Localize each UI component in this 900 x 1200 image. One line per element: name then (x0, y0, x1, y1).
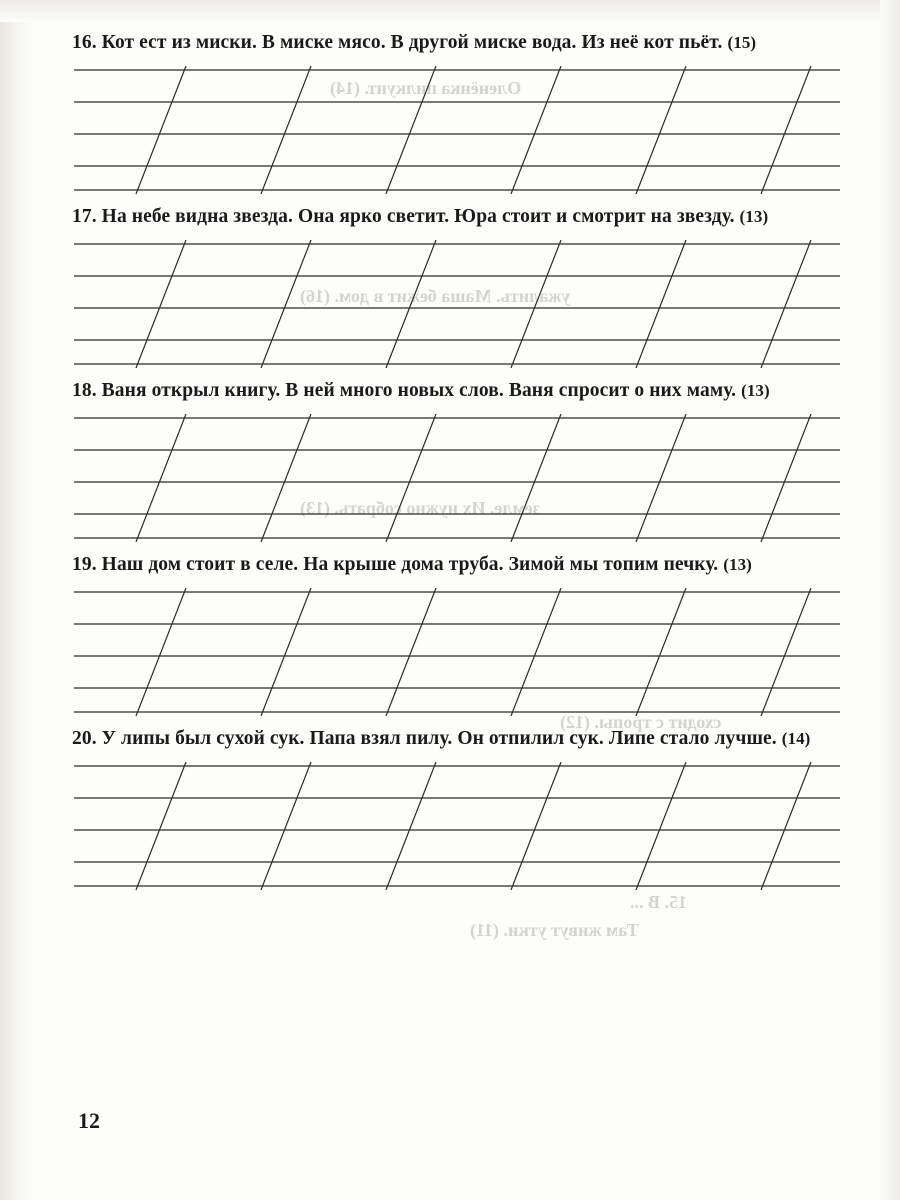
scan-shadow-top (0, 0, 900, 22)
exercise-body: У липы был сухой сук. Папа взял пилу. Он отпилил сук. Липе стало лучше. (101, 728, 777, 749)
page-number: 12 (78, 1108, 100, 1133)
exercise-word-count: (15) (727, 33, 757, 52)
exercise-sentence (72, 550, 842, 580)
bleed-through-text: Оленёнка пилкунт. (14) (330, 78, 522, 98)
ruling-grid (74, 588, 840, 716)
bleed-through-text: сходит с тропы. (12) (560, 712, 722, 732)
bleed-through-text: 15. В ... (630, 892, 688, 912)
scan-shadow-left (0, 0, 34, 1200)
bleed-through-text: ужалить. Маша бежит в дом. (16) (300, 286, 571, 306)
exercise-sentence (72, 28, 842, 58)
exercise-item (72, 376, 842, 542)
ruling-grid (74, 414, 840, 542)
ruling-grid (74, 240, 840, 368)
writing-ruling-area[interactable] (74, 414, 840, 542)
scan-shadow-right (880, 0, 900, 1200)
exercise-number: 19. (72, 554, 97, 575)
writing-ruling-area[interactable] (74, 762, 840, 890)
writing-ruling-area[interactable] (74, 240, 840, 368)
bleed-through-text: Там живут утки. (11) (470, 920, 639, 940)
writing-ruling-area[interactable] (74, 66, 840, 194)
exercise-number: 17. (72, 206, 97, 227)
exercise-number: 16. (72, 32, 97, 53)
exercise-sentence (72, 202, 842, 232)
exercise-sentence (72, 724, 842, 754)
exercise-word-count: (13) (723, 555, 752, 574)
bleed-through-text: земле. Их нужно собрать. (13) (300, 498, 541, 518)
exercise-word-count: (13) (739, 207, 769, 226)
exercise-item (72, 724, 842, 890)
exercise-word-count: (14) (781, 729, 811, 748)
exercise-sentence (72, 376, 842, 406)
exercise-item (72, 550, 842, 716)
ruling-grid (74, 762, 840, 890)
exercise-item (72, 202, 842, 368)
exercise-item (72, 28, 842, 194)
exercise-body: Наш дом стоит в селе. На крыше дома труба. Зимой мы топим печку. (101, 554, 719, 575)
exercise-body: Ваня открыл книгу. В ней много новых слов. Ваня спросит о них маму. (101, 380, 737, 401)
writing-ruling-area[interactable] (74, 588, 840, 716)
exercise-number: 18. (72, 380, 97, 401)
exercise-number: 20. (72, 728, 97, 749)
exercise-body: На небе видна звезда. Она ярко светит. Юра стоит и смотрит на звезду. (101, 206, 735, 227)
exercise-body: Кот ест из миски. В миске мясо. В другой миске вода. Из неё кот пьёт. (101, 32, 723, 53)
exercise-word-count: (13) (741, 381, 770, 400)
exercise-list (72, 28, 842, 898)
ruling-grid (74, 66, 840, 194)
